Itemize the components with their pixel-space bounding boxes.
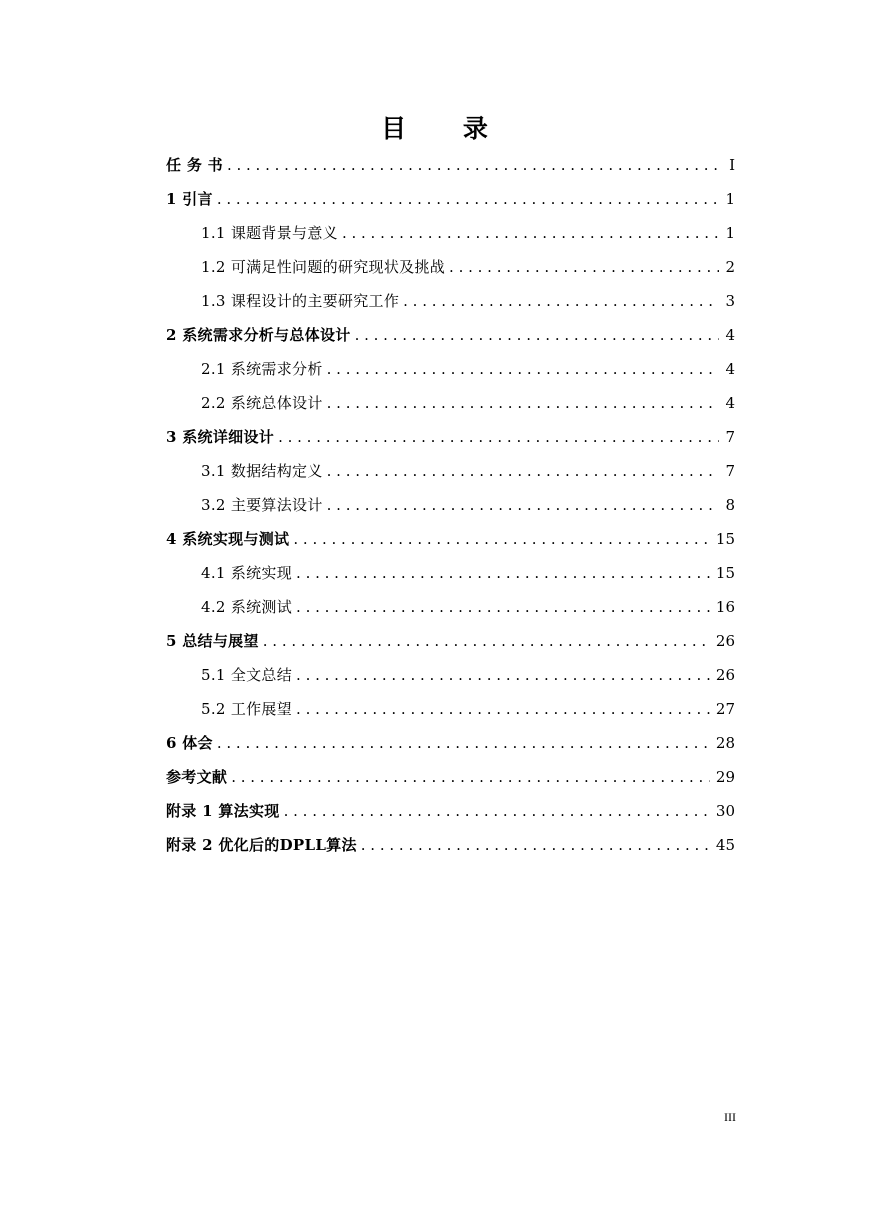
- toc-entry-page: 4: [725, 326, 735, 344]
- dot-leader: [296, 590, 710, 624]
- toc-entry-page: 8: [725, 496, 735, 514]
- toc-entry-label: 2 系统需求分析与总体设计: [166, 326, 351, 344]
- toc-entry[interactable]: [166, 386, 735, 420]
- dot-leader: [296, 692, 710, 726]
- toc-entry-label: 附录 1 算法实现: [166, 802, 280, 820]
- toc-entry[interactable]: [166, 352, 735, 386]
- toc-entry-label: 1 引言: [166, 190, 213, 208]
- toc-entry[interactable]: [166, 828, 735, 862]
- toc-entry-page: 16: [715, 598, 735, 616]
- toc-entry-page: 30: [715, 802, 735, 820]
- toc-entry-label: 3 系统详细设计: [166, 428, 275, 446]
- toc-entry[interactable]: [166, 216, 735, 250]
- toc-entry[interactable]: [166, 624, 735, 658]
- dot-leader: [327, 488, 719, 522]
- toc-entry[interactable]: [166, 420, 735, 454]
- toc-entry-page: 15: [715, 530, 735, 548]
- toc-entry-label: 1.1 课题背景与意义: [201, 224, 338, 242]
- toc-entry-page: 2: [725, 258, 735, 276]
- toc-entry[interactable]: [166, 182, 735, 216]
- toc-entry-label: 3.1 数据结构定义: [201, 462, 323, 480]
- toc-entry-page: 27: [715, 700, 735, 718]
- toc-entry-label: 参考文献: [166, 768, 228, 786]
- dot-leader: [327, 454, 719, 488]
- dot-leader: [355, 318, 719, 352]
- toc-title: 目 录: [381, 114, 512, 143]
- toc-entry-label: 2.2 系统总体设计: [201, 394, 323, 412]
- toc-entry-label: 5 总结与展望: [166, 632, 259, 650]
- toc-entry-label: 4.1 系统实现: [201, 564, 293, 582]
- toc-entry[interactable]: [166, 284, 735, 318]
- toc-entry-page: 45: [715, 836, 735, 854]
- toc-entry-label: 4 系统实现与测试: [166, 530, 290, 548]
- dot-leader: [327, 352, 719, 386]
- toc-entry[interactable]: [166, 556, 735, 590]
- toc-entry[interactable]: [166, 590, 735, 624]
- toc-entry-page: 28: [715, 734, 735, 752]
- toc-entry-page: 15: [715, 564, 735, 582]
- dot-leader: [278, 420, 719, 454]
- dot-leader: [227, 148, 719, 182]
- toc-entry-page: 1: [725, 190, 735, 208]
- dot-leader: [361, 828, 710, 862]
- toc-entry[interactable]: [166, 318, 735, 352]
- toc-entry-page: 26: [715, 632, 735, 650]
- toc-entry-page: I: [729, 156, 735, 174]
- toc-entry-label: 附录 2 优化后的DPLL算法: [166, 836, 357, 854]
- toc-entry[interactable]: [166, 454, 735, 488]
- dot-leader: [217, 726, 710, 760]
- toc-entry[interactable]: [166, 148, 735, 182]
- toc-entry-label: 1.2 可满足性问题的研究现状及挑战: [201, 258, 446, 276]
- toc-entry-label: 6 体会: [166, 734, 213, 752]
- dot-leader: [296, 556, 710, 590]
- toc-entry[interactable]: [166, 794, 735, 828]
- toc-entry[interactable]: [166, 658, 735, 692]
- toc-entry[interactable]: [166, 692, 735, 726]
- toc-entry-page: 1: [725, 224, 735, 242]
- dot-leader: [342, 216, 719, 250]
- toc-entry-page: 4: [725, 394, 735, 412]
- page-number: III: [724, 1110, 736, 1124]
- toc-entry-label: 任 务 书: [166, 156, 223, 174]
- toc-entry-label: 1.3 课程设计的主要研究工作: [201, 292, 400, 310]
- dot-leader: [293, 522, 710, 556]
- toc-entry[interactable]: [166, 760, 735, 794]
- toc-entry[interactable]: [166, 250, 735, 284]
- dot-leader: [449, 250, 719, 284]
- toc-entry-label: 2.1 系统需求分析: [201, 360, 323, 378]
- table-of-contents: [166, 148, 735, 862]
- dot-leader: [263, 624, 710, 658]
- toc-entry-label: 5.1 全文总结: [201, 666, 293, 684]
- dot-leader: [217, 182, 719, 216]
- toc-entry-page: 7: [725, 428, 735, 446]
- dot-leader: [327, 386, 719, 420]
- toc-entry-page: 7: [725, 462, 735, 480]
- toc-entry-label: 3.2 主要算法设计: [201, 496, 323, 514]
- dot-leader: [284, 794, 710, 828]
- toc-entry-label: 4.2 系统测试: [201, 598, 293, 616]
- toc-entry-page: 29: [715, 768, 735, 786]
- dot-leader: [296, 658, 710, 692]
- toc-entry[interactable]: [166, 726, 735, 760]
- toc-entry[interactable]: [166, 488, 735, 522]
- dot-leader: [403, 284, 719, 318]
- toc-entry[interactable]: [166, 522, 735, 556]
- dot-leader: [231, 760, 710, 794]
- toc-entry-page: 26: [715, 666, 735, 684]
- toc-entry-page: 3: [725, 292, 735, 310]
- toc-entry-label: 5.2 工作展望: [201, 700, 293, 718]
- toc-entry-page: 4: [725, 360, 735, 378]
